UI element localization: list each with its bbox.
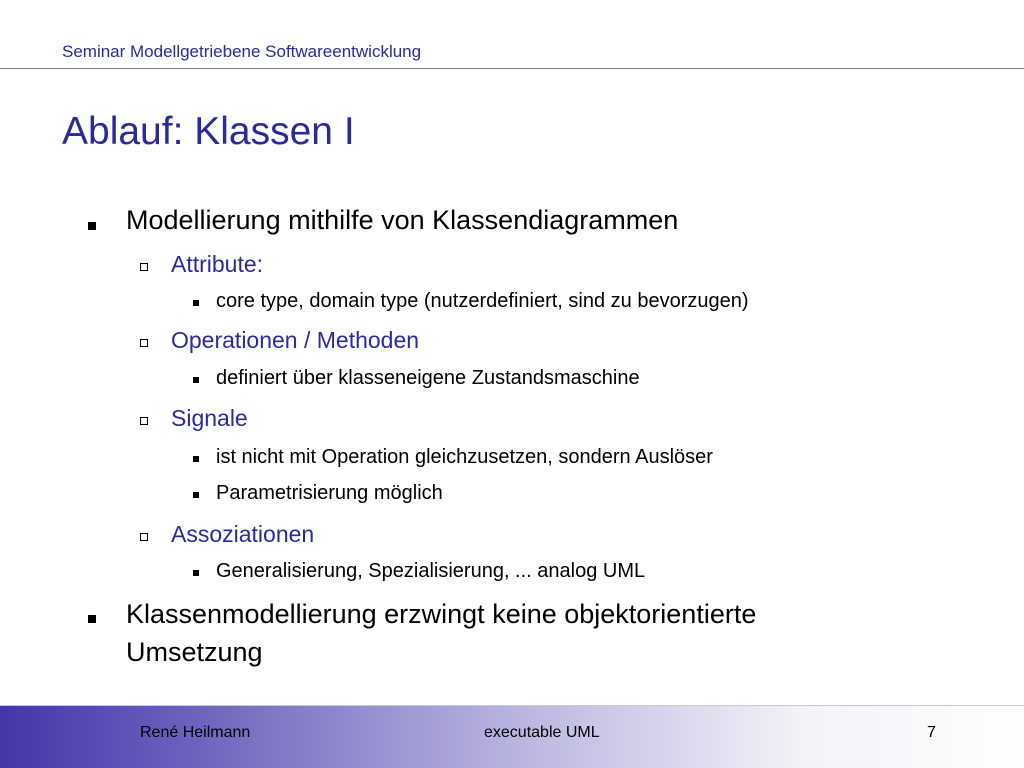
bullet-item: Operationen / Methoden: [171, 327, 420, 353]
hollow-square-bullet-icon: [140, 417, 148, 425]
footer-topic: executable UML: [484, 724, 600, 741]
hollow-square-bullet-icon: [140, 263, 148, 271]
slide-title: Ablauf: Klassen I: [62, 110, 355, 153]
filled-square-bullet-icon: [88, 615, 96, 623]
bullet-item: Parametrisierung möglich: [216, 482, 443, 504]
small-square-bullet-icon: [193, 456, 199, 462]
small-square-bullet-icon: [193, 377, 199, 383]
footer-author: René Heilmann: [140, 724, 251, 741]
header-title: Seminar Modellgetriebene Softwareentwicklung: [62, 42, 422, 61]
hollow-square-bullet-icon: [140, 339, 148, 347]
filled-square-bullet-icon: [88, 222, 96, 230]
bullet-item: Signale: [171, 405, 248, 431]
small-square-bullet-icon: [193, 492, 199, 498]
bullet-item: Modellierung mithilfe von Klassendiagrammen: [126, 205, 679, 235]
small-square-bullet-icon: [193, 570, 199, 576]
bullet-item: Generalisierung, Spezialisierung, ... analog UML: [216, 560, 646, 582]
bullet-item: ist nicht mit Operation gleichzusetzen, sondern Auslöser: [216, 446, 713, 468]
small-square-bullet-icon: [193, 300, 199, 306]
bullet-item: core type, domain type (nutzerdefiniert, sind zu bevorzugen): [216, 290, 749, 312]
bullet-item: Assoziationen: [171, 521, 315, 547]
footer-page-number: 7: [927, 724, 936, 741]
header-divider: [0, 68, 1024, 69]
bullet-item: Attribute:: [171, 251, 264, 277]
bullet-item: Klassenmodellierung erzwingt keine objektorientierte: [126, 599, 757, 629]
bullet-item-continuation: Umsetzung: [126, 637, 263, 667]
bullet-item: definiert über klasseneigene Zustandsmaschine: [216, 367, 640, 389]
hollow-square-bullet-icon: [140, 533, 148, 541]
